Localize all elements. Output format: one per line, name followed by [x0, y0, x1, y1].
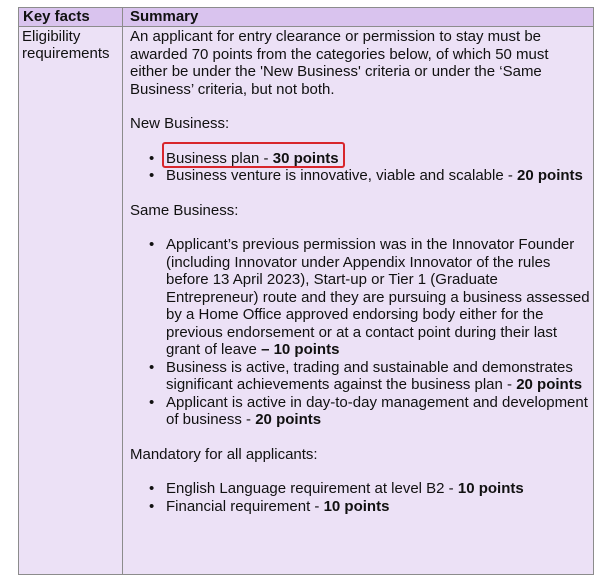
same-business-list: [130, 236, 590, 429]
list-item: • English Language requirement at level B2 - 10 points: [130, 480, 590, 498]
column-divider: [122, 8, 123, 574]
table-header: [19, 8, 593, 27]
row-key-line2: requirements: [22, 45, 110, 62]
row-key-line1: Eligibility: [22, 28, 81, 45]
list-item: • Applicant’s previous permission was in the Innovator Founder (including Innovator under Appendix Innovator of the rules before 13 April 2023), Start-up or Tier 1 (Graduate Entrepreneur) route and they are pursuing a business assessed by a Home Office approved endorsing body either for the previous endorsement or at a contact point during their last grant of leave – 10 points: [130, 236, 590, 359]
mandatory-list: [130, 480, 590, 515]
header-summary: Summary: [130, 8, 199, 25]
row-key-cell: [22, 28, 120, 62]
list-item: • Financial requirement - 10 points: [130, 498, 590, 516]
mandatory-label: Mandatory for all applicants:: [130, 445, 318, 463]
header-key-facts: Key facts: [23, 8, 90, 25]
summary-cell: [130, 28, 590, 515]
same-business-label: Same Business:: [130, 201, 239, 219]
list-item: • Business is active, trading and sustainable and demonstrates significant achievements against the business plan - 20 points: [130, 359, 590, 394]
new-business-label: New Business:: [130, 115, 230, 132]
highlight-box: [162, 142, 345, 168]
list-item: • Applicant is active in day-to-day management and development of business - 20 points: [130, 394, 590, 429]
list-item: • Business venture is innovative, viable and scalable - 20 points: [130, 167, 590, 185]
eligibility-table: [18, 7, 594, 575]
intro-paragraph: An applicant for entry clearance or permission to stay must be awarded 70 points from the categories below, of which 50 must either be under the 'New Business' criteria or under the ‘Same Business’ criteria, but not both.: [130, 28, 549, 98]
list-item: • Business plan - 30 points: [130, 150, 590, 168]
